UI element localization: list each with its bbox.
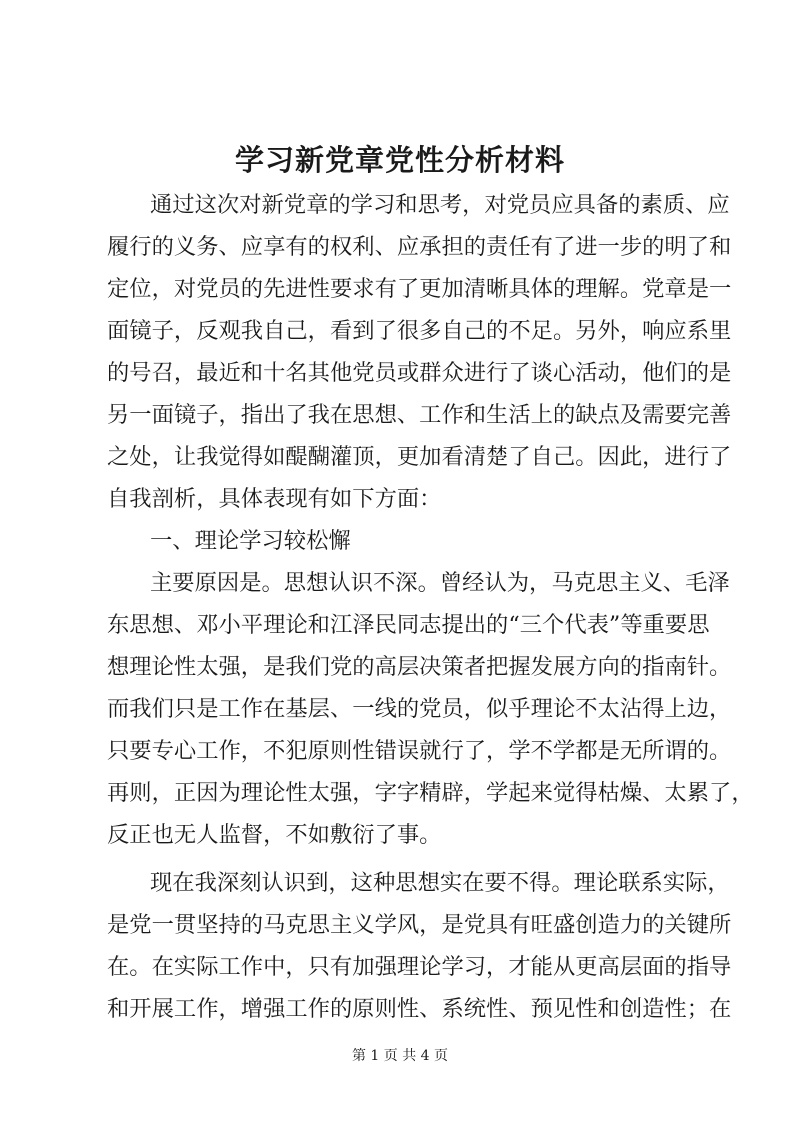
page-number-footer: 第 1 页 共 4 页 xyxy=(351,1048,449,1064)
paragraph-line: 再则，正因为理论性太强，字字精辟，学起来觉得枯燥、太累了， xyxy=(107,780,754,806)
paragraph-line: 只要专心工作，不犯原则性错误就行了，学不学都是无所谓的。 xyxy=(107,738,732,764)
paragraph-line: 的号召，最近和十名其他党员或群众进行了谈心活动，他们的是 xyxy=(107,360,732,386)
paragraph-line: 是党一贯坚持的马克思主义学风，是党具有旺盛创造力的关键所 xyxy=(107,912,732,938)
paragraph-line: 东思想、邓小平理论和江泽民同志提出的“三个代表”等重要思 xyxy=(107,612,710,638)
paragraph-line: 而我们只是工作在基层、一线的党员，似乎理论不太沾得上边， xyxy=(107,696,732,722)
paragraph-line: 主要原因是。思想认识不深。曾经认为，马克思主义、毛泽 xyxy=(150,570,730,596)
paragraph-line: 面镜子，反观我自己，看到了很多自己的不足。另外，响应系里 xyxy=(107,318,732,344)
paragraph-line: 之处，让我觉得如醍醐灌顶，更加看清楚了自己。因此，进行了 xyxy=(107,444,732,470)
page-title: 学习新党章党性分析材料 xyxy=(234,143,565,177)
paragraph-line: 在。在实际工作中，只有加强理论学习，才能从更高层面的指导 xyxy=(107,954,732,980)
paragraph-line: 另一面镜子，指出了我在思想、工作和生活上的缺点及需要完善 xyxy=(107,402,732,428)
paragraph-line: 现在我深刻认识到，这种思想实在要不得。理论联系实际， xyxy=(150,870,730,896)
paragraph-line: 履行的义务、应享有的权利、应承担的责任有了进一步的明了和 xyxy=(107,234,732,260)
paragraph-line: 反正也无人监督，不如敷衍了事。 xyxy=(107,822,442,848)
paragraph-line: 和开展工作，增强工作的原则性、系统性、预见性和创造性；在 xyxy=(107,996,732,1022)
paragraph-line: 自我剖析，具体表现有如下方面： xyxy=(107,486,442,512)
paragraph-line: 想理论性太强，是我们党的高层决策者把握发展方向的指南针。 xyxy=(107,654,732,680)
section-heading: 一、理论学习较松懈 xyxy=(150,528,351,554)
paragraph-line: 通过这次对新党章的学习和思考，对党员应具备的素质、应 xyxy=(150,192,730,218)
paragraph-line: 定位，对党员的先进性要求有了更加清晰具体的理解。党章是一 xyxy=(107,276,732,302)
